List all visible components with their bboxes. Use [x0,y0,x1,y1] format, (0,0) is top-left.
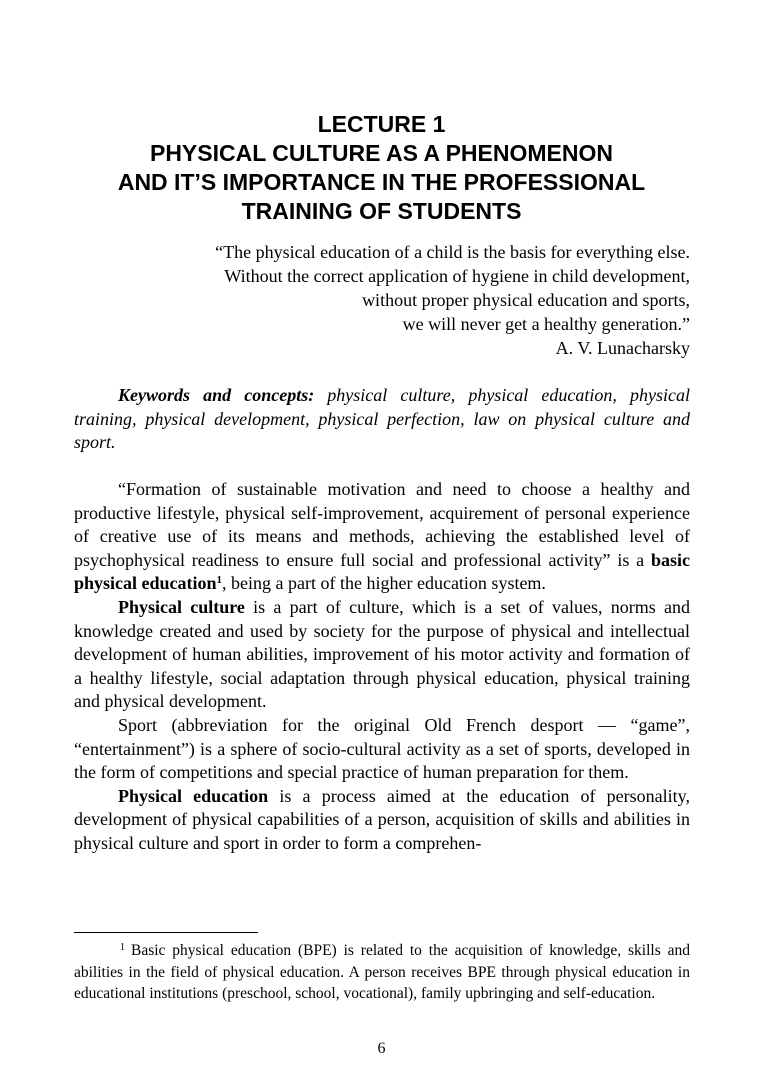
footnote-divider [74,932,258,933]
title-line: LECTURE 1 [317,111,446,137]
lecture-title [60,110,703,226]
paragraph-physical-education [74,785,690,856]
paragraph-sport [74,714,690,785]
term-physical-culture: Physical culture [118,596,245,617]
paragraph-text: is a process aimed at the education of personality, development of physical capabilities of a person, acquisition of skills and abilities in physical culture and sport in order to form a comprehen- [74,785,690,853]
main-text [74,478,690,856]
footnote-marker: 1 [120,942,125,953]
term-physical-education: Physical education [118,785,269,806]
epigraph-line: without proper physical education and sports, [362,290,690,310]
term-basic-physical-education: basic physical education [74,549,690,594]
keywords-paragraph [74,384,690,455]
paragraph-text: , being a part of the higher education system. [222,573,546,594]
paragraph-text: is a part of culture, which is a set of values, norms and knowledge created and used by society for the purpose of physical and intellectual development of human abilities, improvement of his motor activity and formation of a healthy lifestyle, social adaptation through physical education, physical training and physical development. [74,596,690,712]
epigraph-quote [74,240,690,360]
keywords-text: physical culture, physical education, physical training, physical development, physical perfection, law on physical culture and sport. [74,385,690,453]
page-number: 6 [377,1040,386,1057]
epigraph-line: we will never get a healthy generation.” [402,314,690,334]
epigraph-author: A. V. Lunacharsky [555,338,690,358]
paragraph-physical-culture [74,596,690,714]
paragraph-bpe-definition [74,478,690,596]
epigraph-line: “The physical education of a child is the basis for everything else. [215,242,690,262]
paragraph-text: “Formation of sustainable motivation and need to choose a healthy and productive lifestyle, physical self-improvement, acquirement of personal experience of creative use of its means and methods, achieving the established level of psychophysical readiness to ensure full social and professional activity” is a [74,479,690,570]
paragraph-text: Sport (abbreviation for the original Old French desport — “game”, “entertainment”) is a sphere of socio-cultural activity as a set of sports, developed in the form of competitions and special practice of human preparation for them. [74,714,690,783]
footnote [74,940,690,1005]
footnote-paragraph [74,940,690,1005]
footnote-ref: 1 [216,574,223,587]
keywords-section [74,384,690,455]
title-line: AND IT’S IMPORTANCE IN THE PROFESSIONAL [117,169,646,195]
epigraph-line: Without the correct application of hygiene in child development, [224,266,690,286]
footnote-text: Basic physical education (BPE) is related to the acquisition of knowledge, skills and abilities in the field of physical education. A person receives BPE through physical education in educational institutions (preschool, school, vocational), family upbringing and self-education. [74,942,690,1002]
title-line: PHYSICAL CULTURE AS A PHENOMENON [149,140,613,166]
keywords-label: Keywords and concepts: [118,385,315,405]
title-line: TRAINING OF STUDENTS [241,198,522,224]
